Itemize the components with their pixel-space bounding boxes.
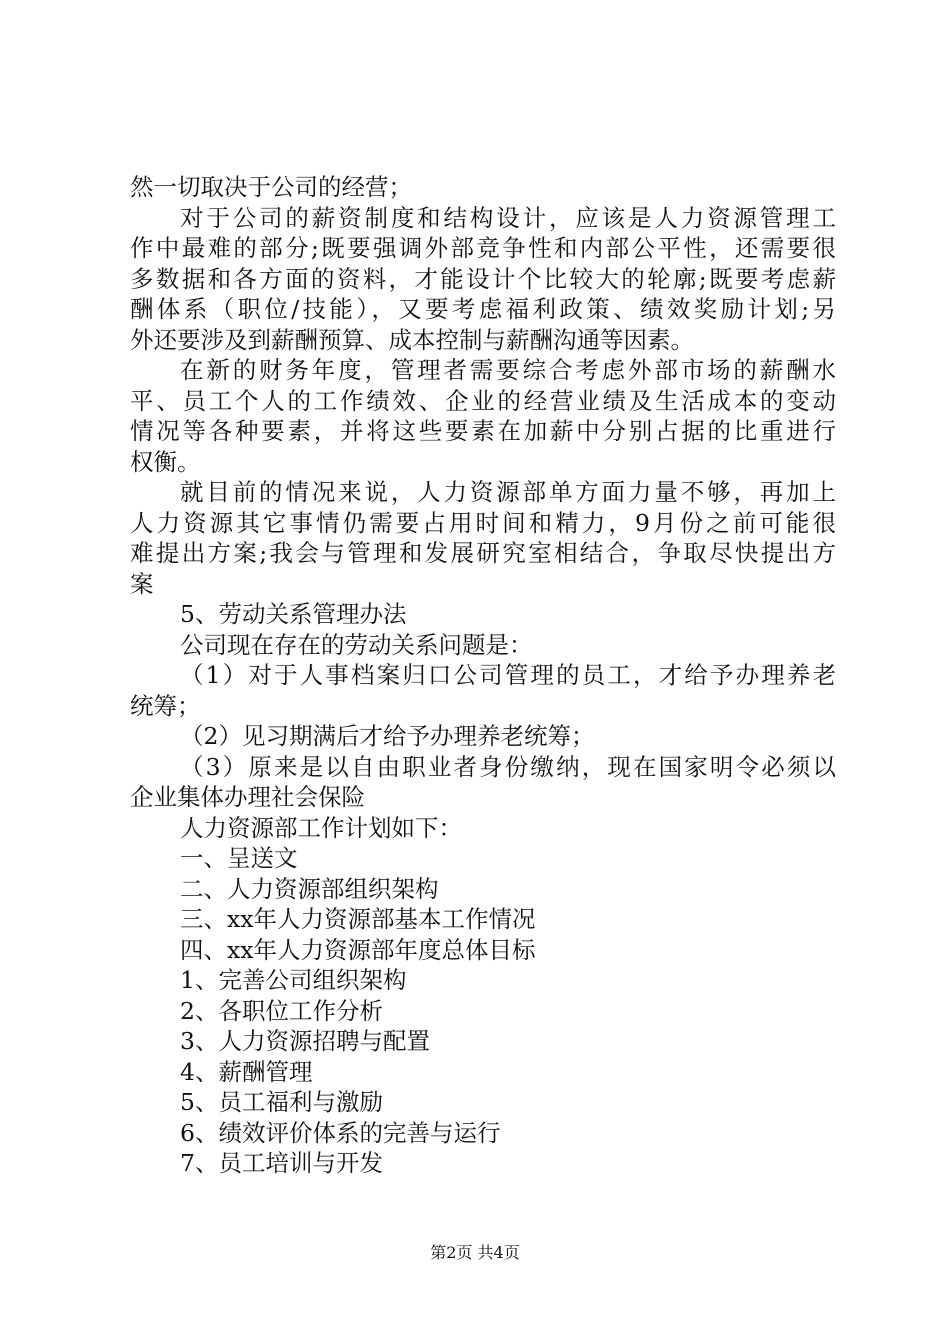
- list-item: 6、绩效评价体系的完善与运行: [180, 1118, 501, 1147]
- list-item: 4、薪酬管理: [180, 1057, 313, 1086]
- text-line: 人力资源其它事情仍需要占用时间和精力，9月份之前可能很: [130, 508, 836, 537]
- list-item: 2、各职位工作分析: [180, 996, 383, 1025]
- text-line: 难提出方案;我会与管理和发展研究室相结合，争取尽快提出方: [130, 539, 836, 567]
- list-item: （2）见习期满后才给予办理养老统筹；: [180, 722, 595, 750]
- text-line: 权衡。: [130, 447, 201, 476]
- section-heading: 5、劳动关系管理办法: [180, 600, 407, 628]
- list-item: 5、员工福利与激励: [180, 1088, 383, 1116]
- list-item: 二、人力资源部组织架构: [180, 874, 439, 903]
- text-line: 统筹；: [130, 691, 201, 720]
- list-item: 1、完善公司组织架构: [180, 966, 407, 994]
- list-item: 3、人力资源招聘与配置: [180, 1027, 430, 1055]
- text-line: 情况等各种要素，并将这些要素在加薪中分别占据的比重进行: [130, 417, 836, 445]
- text-line: 公司现在存在的劳动关系问题是：: [180, 630, 533, 659]
- list-item: 三、xx年人力资源部基本工作情况: [180, 905, 536, 933]
- text-line: 平、员工个人的工作绩效、企业的经营业绩及生活成本的变动: [130, 386, 836, 415]
- text-line: 就目前的情况来说，人力资源部单方面力量不够，再加上: [180, 478, 836, 506]
- list-item: 一、呈送文: [180, 844, 298, 872]
- text-line: 酬体系（职位/技能），又要考虑福利政策、绩效奖励计划;另: [130, 295, 836, 323]
- text-line: 案: [130, 569, 154, 598]
- list-item: 7、员工培训与开发: [180, 1149, 383, 1177]
- text-line: 在新的财务年度，管理者需要综合考虑外部市场的薪酬水: [180, 356, 836, 384]
- text-line: 人力资源部工作计划如下：: [180, 813, 462, 842]
- list-item: （1）对于人事档案归口公司管理的员工，才给予办理养老: [180, 661, 836, 689]
- document-body: [130, 172, 836, 1179]
- page-number-footer: 第2页 共4页: [430, 1243, 520, 1262]
- text-line: 然一切取决于公司的经营；: [130, 173, 412, 201]
- text-line: 作中最难的部分;既要强调外部竞争性和内部公平性，还需要很: [130, 234, 836, 262]
- text-line: 多数据和各方面的资料，才能设计个比较大的轮廓;既要考虑薪: [130, 264, 836, 293]
- list-item: （3）原来是以自由职业者身份缴纳，现在国家明令必须以: [180, 752, 836, 781]
- text-line: 外还要涉及到薪酬预算、成本控制与薪酬沟通等因素。: [130, 325, 694, 354]
- text-line: 企业集体办理社会保险: [130, 783, 365, 811]
- text-line: 对于公司的薪资制度和结构设计，应该是人力资源管理工: [180, 203, 836, 232]
- list-item: 四、xx年人力资源部年度总体目标: [180, 935, 536, 964]
